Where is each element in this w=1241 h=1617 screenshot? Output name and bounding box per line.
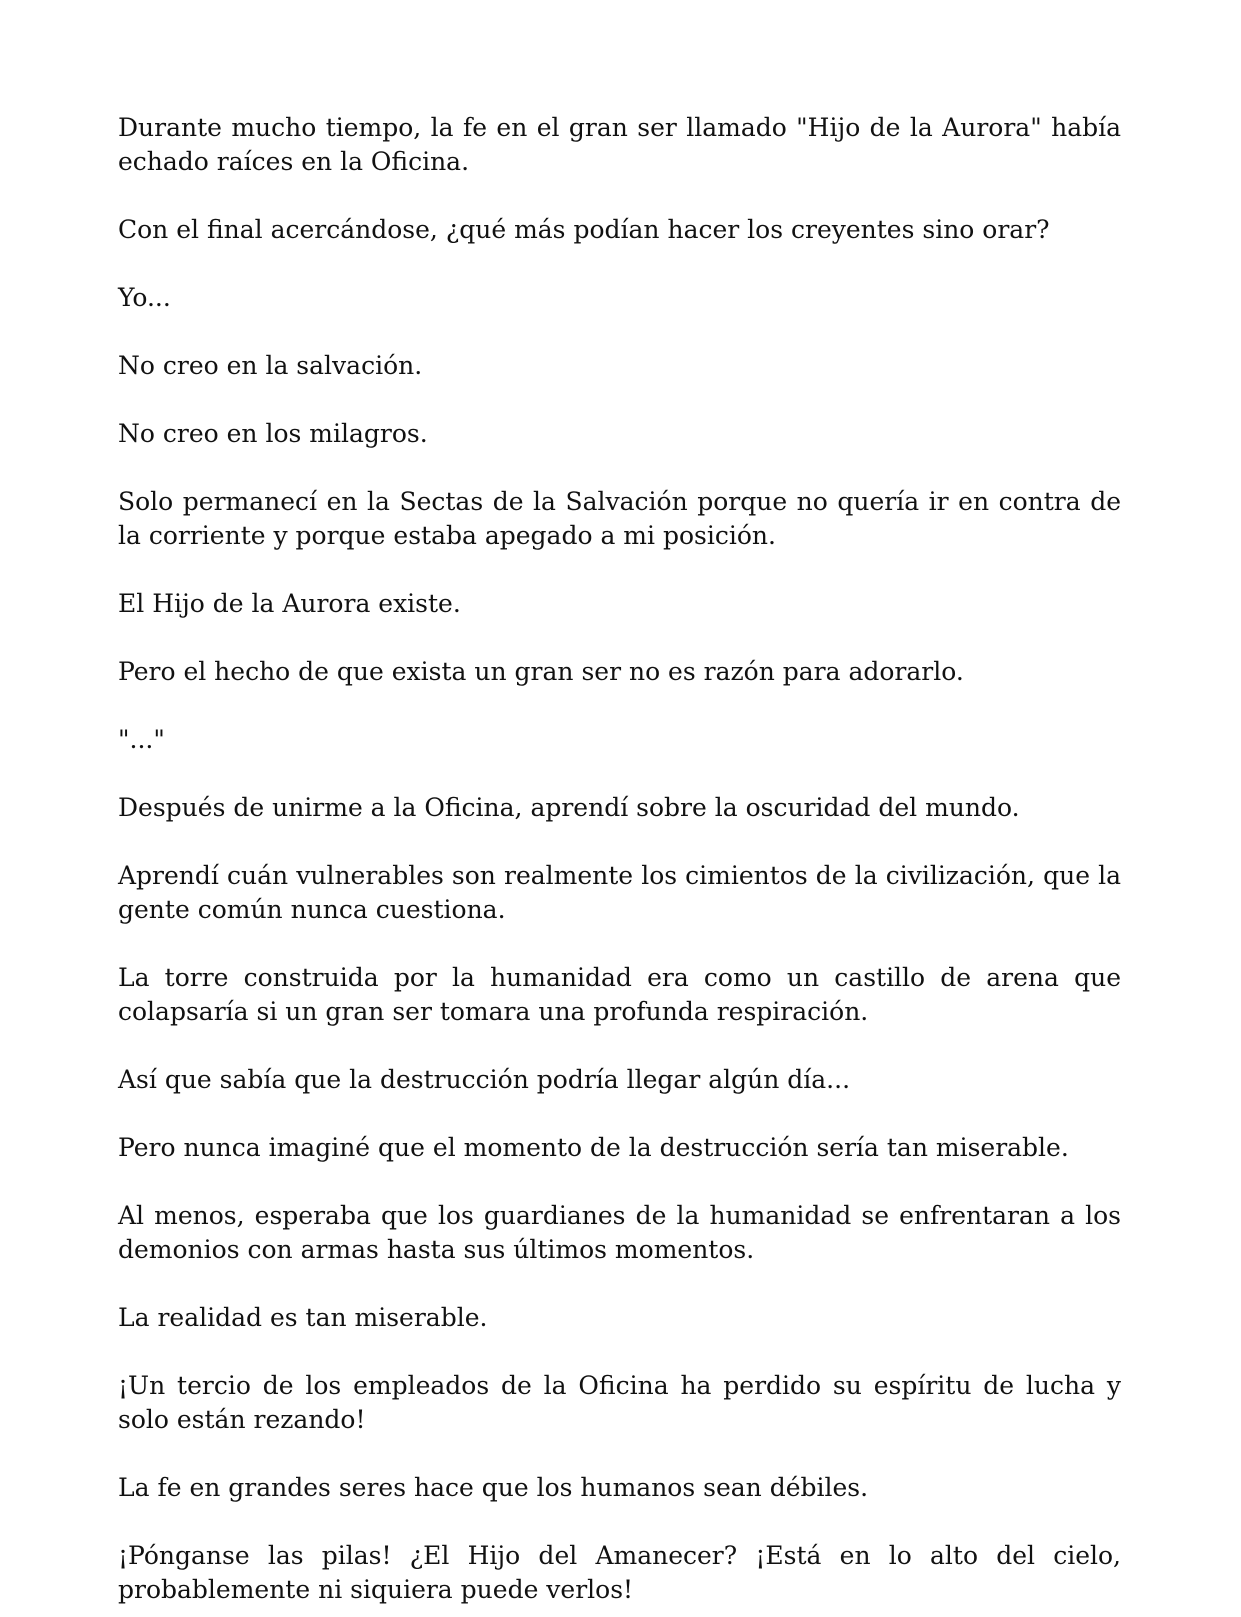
paragraph-5: No creo en los milagros. bbox=[118, 419, 428, 448]
paragraph-16: La realidad es tan miserable. bbox=[118, 1303, 488, 1332]
paragraph-3: Yo... bbox=[118, 283, 171, 312]
paragraph-15: Al menos, esperaba que los guardianes de la humanidad se enfrentaran a los demonios con armas hasta sus últimos momentos. bbox=[118, 1201, 1121, 1264]
paragraph-8: Pero el hecho de que exista un gran ser no es razón para adorarlo. bbox=[118, 657, 964, 686]
paragraph-9: "..." bbox=[118, 725, 165, 754]
paragraph-13: Así que sabía que la destrucción podría llegar algún día... bbox=[118, 1065, 851, 1094]
paragraph-14: Pero nunca imaginé que el momento de la destrucción sería tan miserable. bbox=[118, 1133, 1069, 1162]
document-body bbox=[118, 111, 1121, 1617]
paragraph-2: Con el final acercándose, ¿qué más podían hacer los creyentes sino orar? bbox=[118, 215, 1050, 244]
paragraph-4: No creo en la salvación. bbox=[118, 351, 423, 380]
paragraph-6: Solo permanecí en la Sectas de la Salvación porque no quería ir en contra de la corriente y porque estaba apegado a mi posición. bbox=[118, 487, 1121, 550]
paragraph-1: Durante mucho tiempo, la fe en el gran ser llamado "Hijo de la Aurora" había echado raíces en la Oficina. bbox=[118, 113, 1121, 176]
paragraph-17: ¡Un tercio de los empleados de la Oficina ha perdido su espíritu de lucha y solo están rezando! bbox=[118, 1371, 1121, 1434]
paragraph-10: Después de unirme a la Oficina, aprendí sobre la oscuridad del mundo. bbox=[118, 793, 1020, 822]
paragraph-11: Aprendí cuán vulnerables son realmente los cimientos de la civilización, que la gente común nunca cuestiona. bbox=[118, 861, 1121, 924]
paragraph-18: La fe en grandes seres hace que los humanos sean débiles. bbox=[118, 1473, 869, 1502]
paragraph-19: ¡Pónganse las pilas! ¿El Hijo del Amanecer? ¡Está en lo alto del cielo, probablemente ni siquiera puede verlos! bbox=[118, 1541, 1121, 1604]
paragraph-7: El Hijo de la Aurora existe. bbox=[118, 589, 461, 618]
paragraph-12: La torre construida por la humanidad era como un castillo de arena que colapsaría si un gran ser tomara una profunda respiración. bbox=[118, 963, 1121, 1026]
